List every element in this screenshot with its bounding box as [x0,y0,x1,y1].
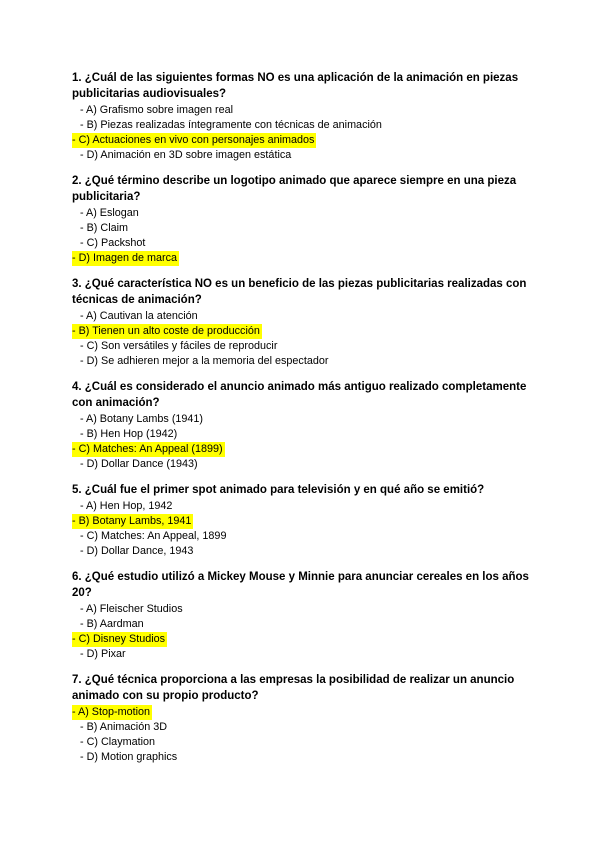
option-text: - D) Pixar [80,648,126,660]
option-c [72,735,542,750]
option-c-highlighted-answer [72,133,542,148]
option-c [72,529,542,544]
option-b-highlighted-answer [72,514,542,529]
option-d [72,750,542,765]
option-text: - D) Se adhieren mejor a la memoria del espectador [80,355,329,367]
option-b [72,427,542,442]
question-title: 5. ¿Cuál fue el primer spot animado para televisión y en qué año se emitió? [72,484,485,496]
option-text: - C) Actuaciones en vivo con personajes animados [72,134,315,146]
option-list [72,309,542,369]
question-7 [72,672,542,765]
option-list [72,206,542,266]
option-d [72,148,542,163]
option-a [72,206,542,221]
option-text: - C) Matches: An Appeal, 1899 [80,530,227,542]
option-text: - D) Imagen de marca [72,252,178,264]
question-title: 1. ¿Cuál de las siguientes formas NO es una aplicación de la animación en piezas publicitarias audiovisuales? [72,72,519,100]
option-c-highlighted-answer [72,442,542,457]
option-b [72,617,542,632]
option-text: - C) Disney Studios [72,633,166,645]
option-c-highlighted-answer [72,632,542,647]
option-d [72,647,542,662]
option-text: - C) Packshot [80,237,146,249]
option-list [72,499,542,559]
option-list [72,412,542,472]
option-d [72,544,542,559]
option-c [72,339,542,354]
quiz-questions [72,70,542,775]
option-a [72,103,542,118]
question-title: 4. ¿Cuál es considerado el anuncio animado más antiguo realizado completamente con animación? [72,381,527,409]
question-2 [72,173,542,266]
option-b [72,221,542,236]
option-text: - C) Matches: An Appeal (1899) [72,443,223,455]
option-a [72,412,542,427]
option-c [72,236,542,251]
option-a [72,499,542,514]
option-d [72,354,542,369]
question-5 [72,482,542,559]
option-list [72,602,542,662]
option-list [72,103,542,163]
question-title: 2. ¿Qué término describe un logotipo animado que aparece siempre en una pieza publicitaria? [72,175,517,203]
option-text: - A) Grafismo sobre imagen real [80,104,234,116]
option-text: - D) Dollar Dance (1943) [80,458,198,470]
option-list [72,705,542,765]
option-text: - D) Animación en 3D sobre imagen estática [80,149,292,161]
option-text: - A) Cautivan la atención [80,310,198,322]
question-4 [72,379,542,472]
option-text: - A) Stop-motion [72,706,151,718]
question-3 [72,276,542,369]
option-text: - A) Fleischer Studios [80,603,183,615]
option-a-highlighted-answer [72,705,542,720]
option-d [72,457,542,472]
question-title: 7. ¿Qué técnica proporciona a las empresas la posibilidad de realizar un anuncio animado con su propio producto? [72,674,515,702]
question-title: 3. ¿Qué característica NO es un beneficio de las piezas publicitarias realizadas con técnicas de animación? [72,278,527,306]
option-text: - B) Hen Hop (1942) [80,428,178,440]
option-text: - A) Eslogan [80,207,139,219]
option-text: - B) Piezas realizadas íntegramente con técnicas de animación [80,119,382,131]
question-title: 6. ¿Qué estudio utilizó a Mickey Mouse y Minnie para anunciar cereales en los años 20? [72,571,529,599]
question-6 [72,569,542,662]
option-b [72,118,542,133]
option-a [72,602,542,617]
option-text: - B) Tienen un alto coste de producción [72,325,260,337]
option-text: - A) Botany Lambs (1941) [80,413,204,425]
option-text: - D) Motion graphics [80,751,178,763]
option-text: - B) Aardman [80,618,144,630]
option-d-highlighted-answer [72,251,542,266]
option-text: - B) Claim [80,222,128,234]
question-1 [72,70,542,163]
option-a [72,309,542,324]
option-text: - B) Botany Lambs, 1941 [72,515,192,527]
option-b-highlighted-answer [72,324,542,339]
option-text: - C) Son versátiles y fáciles de reproducir [80,340,278,352]
option-text: - D) Dollar Dance, 1943 [80,545,194,557]
option-text: - C) Claymation [80,736,155,748]
option-b [72,720,542,735]
option-text: - B) Animación 3D [80,721,168,733]
option-text: - A) Hen Hop, 1942 [80,500,173,512]
